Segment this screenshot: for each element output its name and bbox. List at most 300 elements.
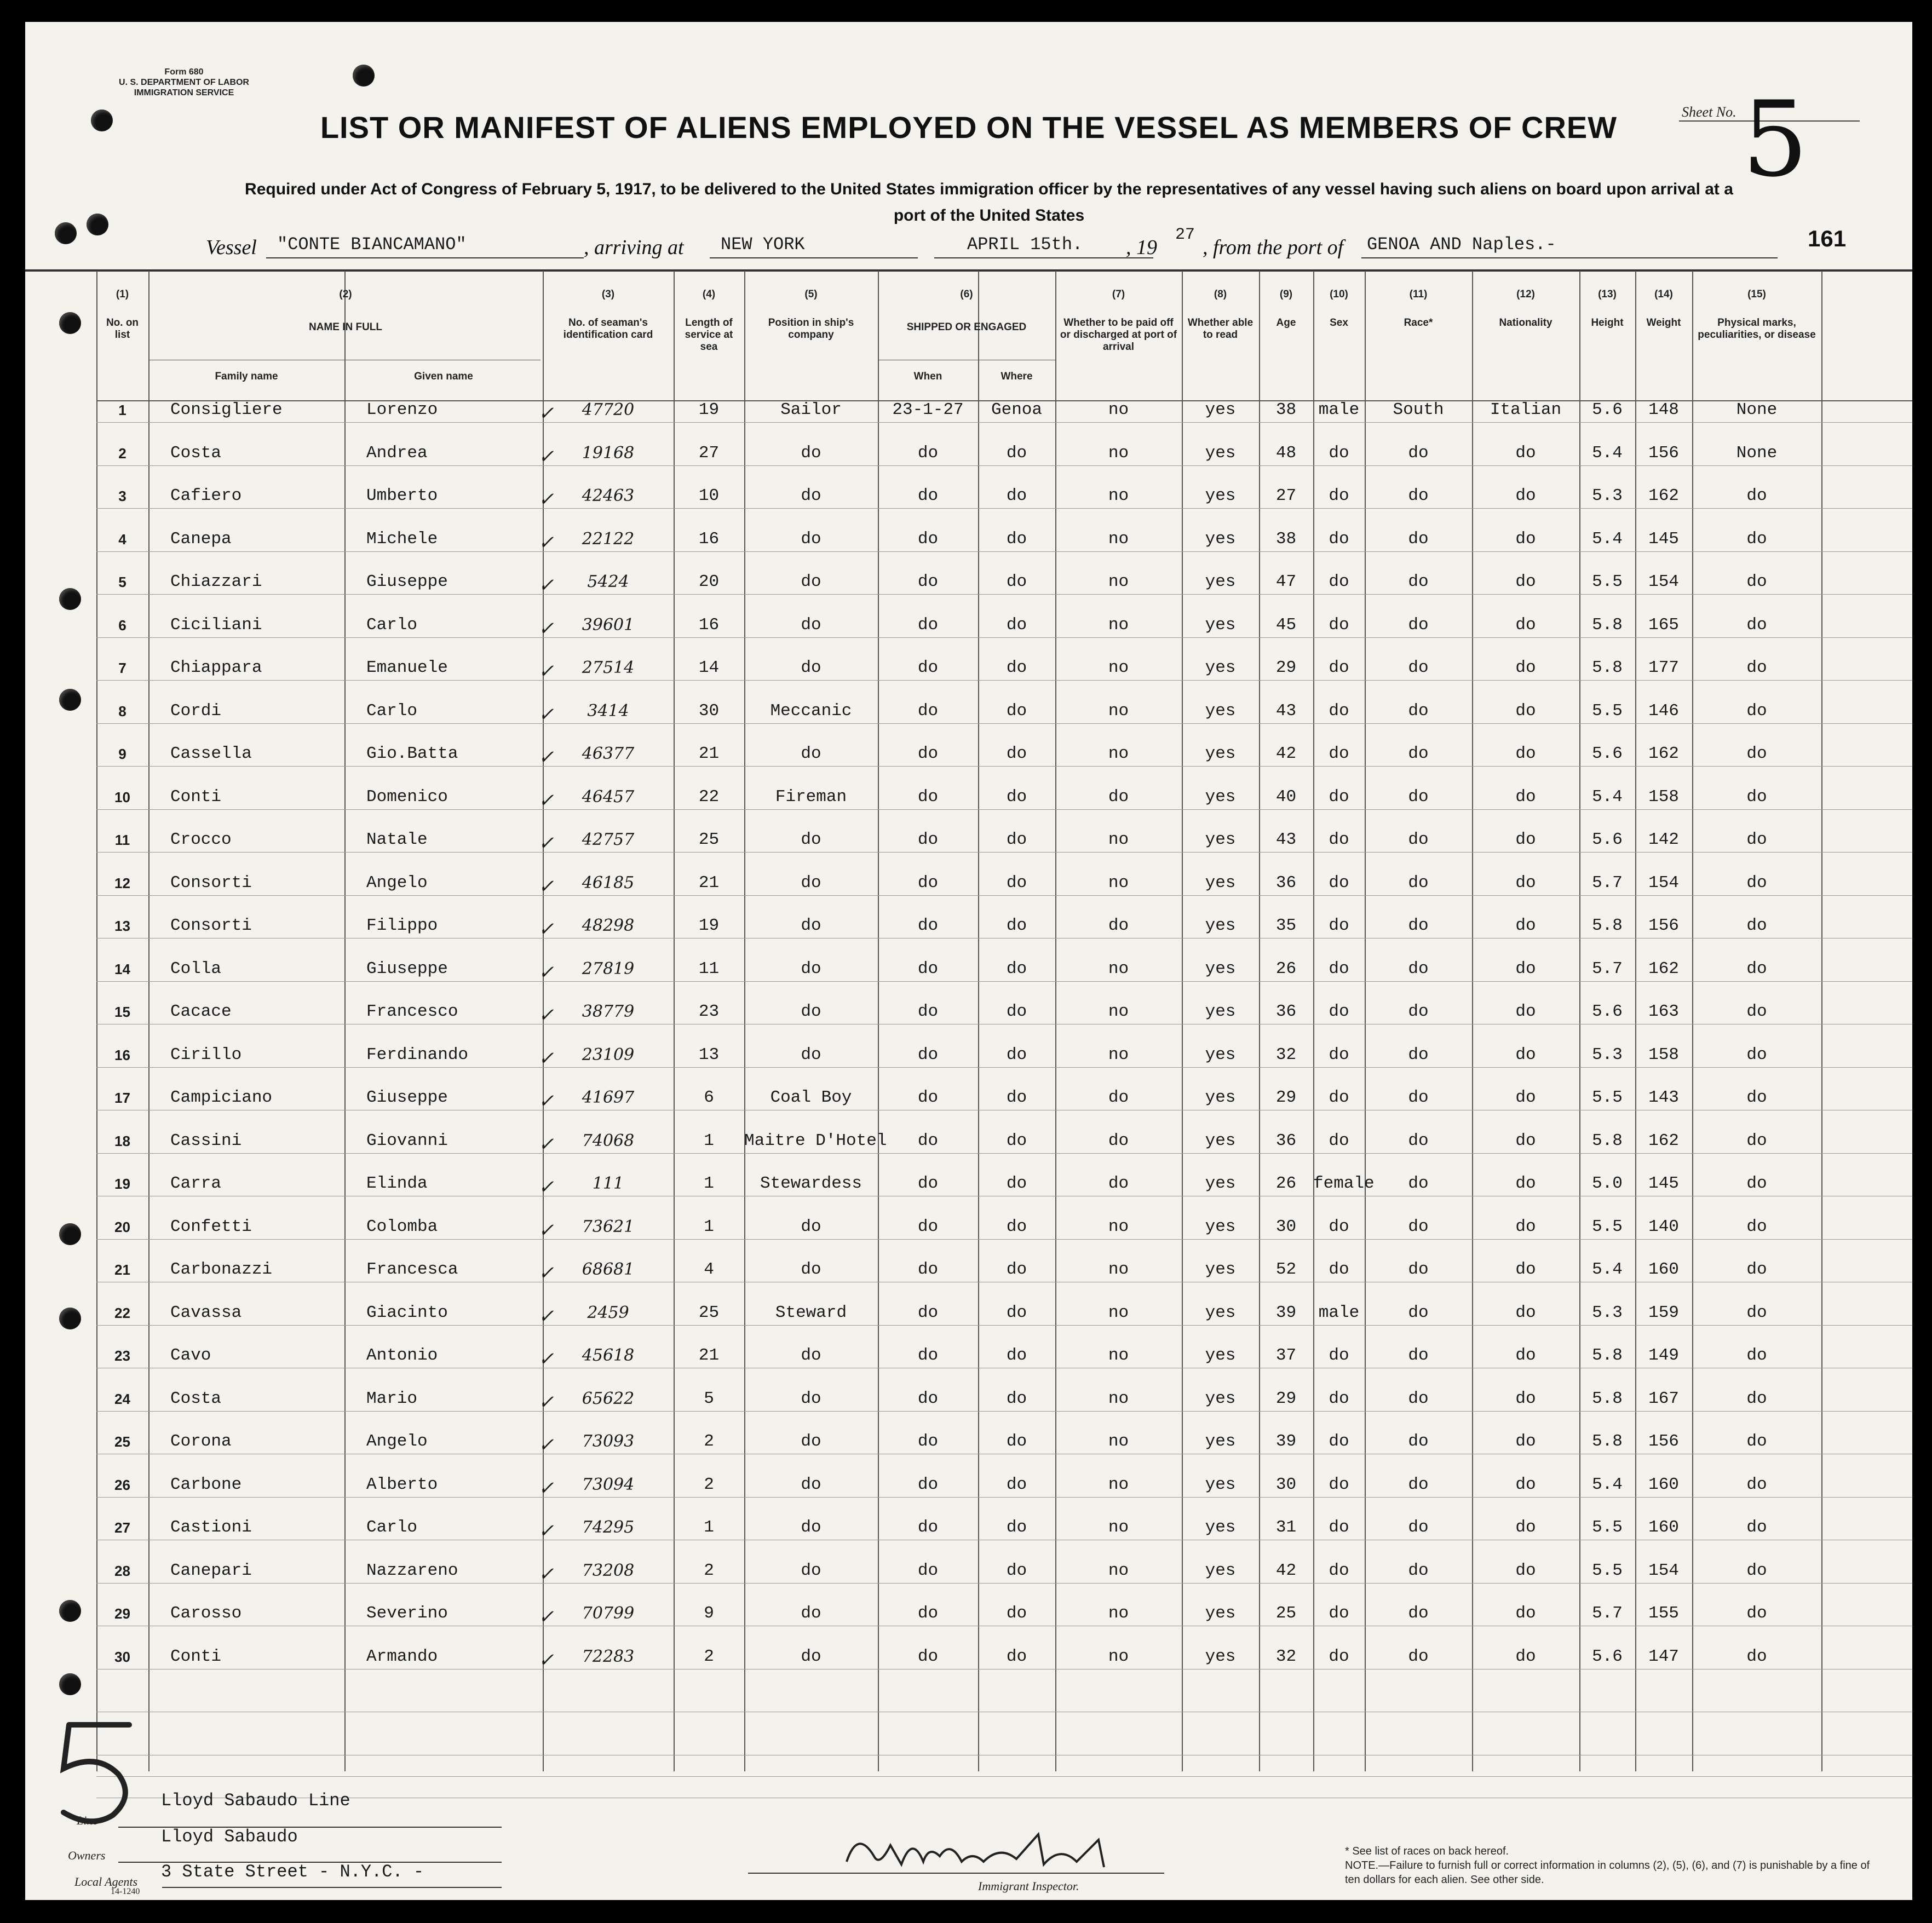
cell-paid: no [1108,400,1129,419]
cell-where: do [1006,1217,1027,1236]
cell-service: 10 [698,486,720,505]
check-mark: ✓ [538,488,554,510]
cell-given: Elinda [366,1174,428,1193]
cell-where: do [1006,1131,1027,1150]
row-rule [96,895,1912,896]
column-header: Nationality [1499,317,1553,329]
cell-weight: 162 [1648,486,1679,505]
cell-marks: do [1746,1561,1767,1580]
cell-position: do [801,572,821,591]
cell-paid: do [1108,916,1129,935]
column-subheader: Given name [414,371,473,382]
cell-card: 68681 [582,1260,635,1279]
cell-paid: do [1108,787,1129,807]
cell-marks: do [1746,1002,1767,1021]
cell-paid: no [1108,1561,1129,1580]
cell-sex: do [1329,1432,1349,1451]
row-rule [96,1153,1912,1154]
cell-where: do [1006,443,1027,463]
cell-when: do [917,1646,939,1666]
cell-weight: 140 [1648,1217,1679,1236]
cell-given: Andrea [366,443,428,463]
cell-family: Ciciliani [170,615,262,635]
cell-paid: no [1108,1045,1129,1064]
cell-paid: do [1108,1088,1129,1107]
column-header: SHIPPED OR ENGAGED [906,321,1027,333]
cell-age: 40 [1275,787,1297,807]
check-mark: ✓ [538,1606,554,1628]
cell-paid: no [1108,1217,1129,1236]
cell-no: 26 [114,1476,130,1493]
cell-nat: do [1515,1604,1536,1623]
column-subheader: When [913,371,942,382]
cell-position: Sailor [780,400,842,419]
cell-nat: do [1515,1217,1536,1236]
cell-height: 5.0 [1592,1174,1623,1193]
from-underline [1361,257,1778,258]
cell-service: 5 [704,1389,714,1408]
cell-card: 48298 [582,916,635,935]
cell-nat: do [1515,529,1536,549]
cell-age: 39 [1275,1303,1297,1322]
cell-position: do [801,873,821,893]
cell-when: do [917,1475,939,1494]
cell-weight: 159 [1648,1303,1679,1322]
cell-when: do [917,572,939,591]
cell-service: 6 [704,1088,714,1107]
cell-paid: no [1108,1518,1129,1537]
cell-family: Cafiero [170,486,242,505]
cell-marks: do [1746,959,1767,978]
cell-family: Carra [170,1174,222,1193]
cell-position: do [801,1260,821,1279]
arriving-underline [710,257,918,258]
cell-family: Colla [170,959,222,978]
cell-where: do [1006,529,1027,549]
cell-paid: no [1108,1002,1129,1021]
cell-card: 73093 [582,1432,635,1451]
cell-service: 19 [698,916,720,935]
subtitle-line-2: port of the United States [893,206,1085,224]
cell-nat: do [1515,1475,1536,1494]
cell-family: Costa [170,1389,222,1408]
cell-paid: no [1108,486,1129,505]
cell-when: do [917,1045,939,1064]
cell-where: do [1006,1002,1027,1021]
cell-service: 1 [704,1174,714,1193]
cell-marks: do [1746,1088,1767,1107]
cell-marks: do [1746,615,1767,635]
cell-where: do [1006,830,1027,849]
cell-card: 46377 [582,744,635,763]
cell-height: 5.6 [1592,400,1623,419]
cell-where: do [1006,873,1027,893]
check-mark: ✓ [538,1477,554,1499]
cell-service: 4 [704,1260,714,1279]
cell-when: do [917,830,939,849]
cell-marks: do [1746,486,1767,505]
cell-no: 1 [118,402,127,418]
cell-family: Confetti [170,1217,252,1236]
cell-paid: no [1108,701,1129,721]
cell-marks: do [1746,529,1767,549]
cell-race: do [1408,1561,1429,1580]
cell-sex: do [1329,1002,1349,1021]
column-rule [344,271,346,1771]
cell-sex: do [1329,701,1349,721]
cell-service: 2 [704,1561,714,1580]
cell-marks: do [1746,658,1767,677]
date-underline [934,257,1153,258]
cell-given: Alberto [366,1475,438,1494]
row-rule [96,723,1912,724]
cell-given: Angelo [366,873,428,893]
manifest-sheet [25,22,1912,1900]
cell-age: 30 [1275,1217,1297,1236]
cell-nat: do [1515,1002,1536,1021]
cell-read: yes [1205,1045,1236,1064]
cell-marks: do [1746,701,1767,721]
cell-weight: 154 [1648,873,1679,893]
column-number: (12) [1516,289,1535,300]
cell-no: 6 [118,617,127,634]
arrival-date: APRIL 15th. [967,234,1083,255]
cell-given: Francesco [366,1002,458,1021]
cell-given: Colomba [366,1217,438,1236]
cell-when: do [917,1088,939,1107]
cell-height: 5.4 [1592,1475,1623,1494]
check-mark: ✓ [538,1262,554,1284]
cell-age: 26 [1275,1174,1297,1193]
cell-paid: do [1108,1174,1129,1193]
check-mark: ✓ [538,1176,554,1198]
row-rule [96,1776,1912,1777]
sheet-number: 5 [1742,79,1808,200]
cell-nat: do [1515,572,1536,591]
cell-paid: do [1108,1131,1129,1150]
cell-marks: None [1736,400,1778,419]
cell-paid: no [1108,1604,1129,1623]
year-suffix: 27 [1175,226,1195,244]
check-mark: ✓ [538,1305,554,1327]
cell-marks: do [1746,916,1767,935]
cell-race: do [1408,1604,1429,1623]
cell-family: Cordi [170,701,222,721]
cell-sex: female [1313,1174,1375,1193]
cell-age: 38 [1275,529,1297,549]
cell-read: yes [1205,1646,1236,1666]
column-number: (8) [1214,289,1227,300]
cell-card: 47720 [582,400,635,419]
cell-race: do [1408,1002,1429,1021]
check-mark: ✓ [538,402,554,424]
cell-card: 39601 [582,615,635,635]
cell-weight: 163 [1648,1002,1679,1021]
cell-height: 5.6 [1592,744,1623,763]
cell-marks: do [1746,830,1767,849]
cell-when: do [917,443,939,463]
cell-race: do [1408,830,1429,849]
cell-where: do [1006,1561,1027,1580]
cell-sex: do [1329,873,1349,893]
cell-read: yes [1205,701,1236,721]
cell-given: Ferdinando [366,1045,469,1064]
cell-position: do [801,1432,821,1451]
cell-given: Giuseppe [366,572,448,591]
cell-service: 11 [698,959,720,978]
check-mark: ✓ [538,617,554,640]
cell-paid: no [1108,1432,1129,1451]
cell-where: do [1006,1389,1027,1408]
cell-when: do [917,658,939,677]
cell-age: 36 [1275,1002,1297,1021]
cell-sex: do [1329,744,1349,763]
cell-position: do [801,443,821,463]
cell-card: 73621 [582,1217,635,1236]
cell-nat: do [1515,1518,1536,1537]
row-rule [96,766,1912,767]
cell-age: 43 [1275,701,1297,721]
cell-sex: do [1329,486,1349,505]
cell-where: do [1006,1475,1027,1494]
cell-card: 38779 [582,1002,635,1021]
cell-nat: do [1515,1131,1536,1150]
cell-race: do [1408,1303,1429,1322]
cell-card: 41697 [582,1088,635,1107]
cell-card: 70799 [582,1604,635,1623]
inspector-signature [841,1823,1148,1878]
cell-paid: no [1108,615,1129,635]
cell-read: yes [1205,1303,1236,1322]
check-mark: ✓ [538,832,554,854]
subtitle-line-1: Required under Act of Congress of February 5, 1917, to be delivered to the United States immigration officer by the representatives of any vessel having such aliens on board upon arrival at a [245,180,1733,198]
cell-race: do [1408,744,1429,763]
cell-card: 45618 [582,1346,635,1365]
cell-paid: no [1108,873,1129,893]
from-port: GENOA AND Naples.- [1367,234,1556,255]
cell-sex: do [1329,830,1349,849]
cell-when: do [917,486,939,505]
cell-paid: no [1108,572,1129,591]
cell-height: 5.4 [1592,443,1623,463]
cell-nat: do [1515,1045,1536,1064]
cell-read: yes [1205,787,1236,807]
cell-age: 26 [1275,959,1297,978]
cell-paid: no [1108,744,1129,763]
cell-height: 5.5 [1592,572,1623,591]
cell-service: 13 [698,1045,720,1064]
cell-age: 32 [1275,1646,1297,1666]
cell-weight: 145 [1648,1174,1679,1193]
cell-no: 4 [118,531,127,548]
cell-family: Carbone [170,1475,242,1494]
row-rule [96,680,1912,681]
cell-age: 48 [1275,443,1297,463]
cell-family: Cirillo [170,1045,242,1064]
cell-position: do [801,830,821,849]
cell-race: do [1408,873,1429,893]
cell-read: yes [1205,830,1236,849]
cell-service: 21 [698,873,720,893]
cell-given: Mario [366,1389,418,1408]
cell-card: 72283 [582,1646,635,1666]
vessel-name: "CONTE BIANCAMANO" [277,234,467,255]
cell-family: Corona [170,1432,232,1451]
cell-height: 5.8 [1592,916,1623,935]
cell-no: 9 [118,746,127,762]
cell-where: do [1006,1518,1027,1537]
check-mark: ✓ [538,531,554,554]
cell-marks: do [1746,1303,1767,1322]
row-rule [96,465,1912,466]
cell-position: do [801,1518,821,1537]
cell-sex: do [1329,658,1349,677]
cell-no: 3 [118,488,127,504]
check-mark: ✓ [538,1047,554,1069]
column-number: (10) [1330,289,1348,300]
cell-paid: no [1108,959,1129,978]
line-label: Line [77,1813,99,1827]
cell-age: 42 [1275,1561,1297,1580]
cell-sex: do [1329,1131,1349,1150]
cell-card: 74295 [582,1518,635,1537]
cell-race: do [1408,1346,1429,1365]
cell-nat: do [1515,1088,1536,1107]
cell-paid: no [1108,1346,1129,1365]
cell-weight: 154 [1648,572,1679,591]
footnote-races: * See list of races on back hereof. [1345,1845,1509,1857]
cell-position: do [801,615,821,635]
cell-age: 45 [1275,615,1297,635]
form-department: U. S. DEPARTMENT OF LABOR [119,78,249,87]
cell-where: do [1006,787,1027,807]
cell-marks: do [1746,1346,1767,1365]
cell-paid: no [1108,1646,1129,1666]
cell-where: do [1006,1646,1027,1666]
cell-read: yes [1205,1561,1236,1580]
column-number: (1) [116,289,129,300]
cell-weight: 162 [1648,744,1679,763]
cell-height: 5.5 [1592,1561,1623,1580]
column-header: Age [1276,317,1296,329]
vessel-label: Vessel [206,236,257,259]
cell-no: 11 [114,832,130,848]
cell-race: do [1408,959,1429,978]
vessel-underline [266,257,584,258]
document-subtitle [102,176,1876,229]
cell-age: 30 [1275,1475,1297,1494]
column-number: (7) [1112,289,1125,300]
cell-no: 13 [114,918,130,934]
cell-position: do [801,1604,821,1623]
cell-age: 52 [1275,1260,1297,1279]
cell-race: do [1408,1217,1429,1236]
cell-position: do [801,486,821,505]
cell-service: 20 [698,572,720,591]
cell-service: 1 [704,1518,714,1537]
cell-no: 16 [114,1046,130,1063]
cell-weight: 142 [1648,830,1679,849]
cell-card: 42463 [582,486,635,505]
cell-paid: no [1108,443,1129,463]
arriving-label: , arriving at [584,236,684,259]
cell-nat: do [1515,830,1536,849]
cell-where: do [1006,1045,1027,1064]
cell-weight: 156 [1648,1432,1679,1451]
cell-when: do [917,1604,939,1623]
cell-given: Carlo [366,615,418,635]
row-rule [96,1497,1912,1498]
cell-family: Campiciano [170,1088,273,1107]
cell-height: 5.8 [1592,1131,1623,1150]
cell-given: Armando [366,1646,438,1666]
cell-nat: do [1515,1174,1536,1193]
check-mark: ✓ [538,1391,554,1413]
cell-marks: None [1736,443,1778,463]
cell-service: 1 [704,1131,714,1150]
column-number: (14) [1654,289,1673,300]
cell-position: do [801,1217,821,1236]
cell-paid: no [1108,529,1129,549]
cell-position: do [801,1002,821,1021]
document-title: LIST OR MANIFEST OF ALIENS EMPLOYED ON THE VESSEL AS MEMBERS OF CREW [320,110,1618,145]
cell-marks: do [1746,1389,1767,1408]
inspector-label: Immigrant Inspector. [978,1879,1079,1893]
cell-card: 2459 [587,1303,629,1322]
column-header: Position in ship's company [768,317,854,341]
row-rule [96,1239,1912,1240]
cell-when: do [917,744,939,763]
cell-when: do [917,873,939,893]
row-rule [96,422,1912,423]
cell-no: 30 [114,1648,130,1665]
cell-where: do [1006,1174,1027,1193]
cell-no: 10 [114,788,130,805]
column-header: NAME IN FULL [308,321,383,333]
cell-when: do [917,787,939,807]
cell-weight: 155 [1648,1604,1679,1623]
cell-card: 65622 [582,1389,635,1408]
cell-read: yes [1205,658,1236,677]
cell-position: Coal Boy [770,1088,852,1107]
column-number: (4) [702,289,716,300]
cell-race: do [1408,1432,1429,1451]
cell-nat: Italian [1490,400,1562,419]
cell-family: Castioni [170,1518,252,1537]
cell-race: do [1408,1475,1429,1494]
cell-race: do [1408,1045,1429,1064]
cell-family: Costa [170,443,222,463]
cell-position: do [801,959,821,978]
column-header: Length of service at sea [685,317,733,353]
cell-given: Domenico [366,787,448,807]
cell-given: Natale [366,830,428,849]
cell-card: 46185 [582,873,635,893]
cell-family: Consorti [170,873,252,893]
cell-read: yes [1205,873,1236,893]
cell-sex: do [1329,1646,1349,1666]
form-code: 14-1240 [111,1887,140,1896]
cell-when: do [917,529,939,549]
cell-sex: do [1329,1389,1349,1408]
cell-height: 5.4 [1592,529,1623,549]
cell-nat: do [1515,1346,1536,1365]
cell-race: do [1408,787,1429,807]
cell-read: yes [1205,1260,1236,1279]
column-number: (6) [960,289,973,300]
cell-nat: do [1515,916,1536,935]
cell-service: 21 [698,744,720,763]
